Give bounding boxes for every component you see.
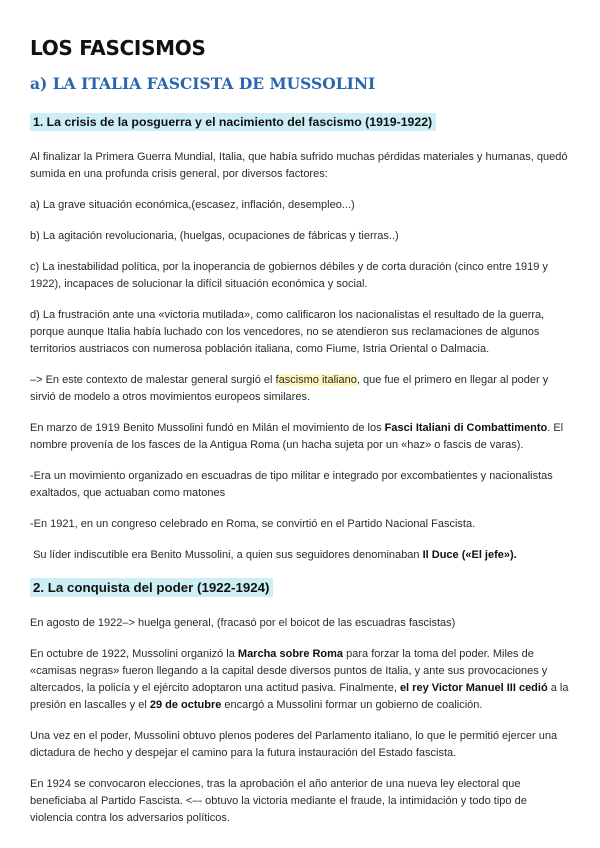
subheading-2-text: 2. La conquista del poder (1922-1924) [30,578,273,597]
paragraph-1921: -En 1921, en un congreso celebrado en Roma, se convirtió en el Partido Nacional Fascista. [30,518,476,530]
octubre-text-4: encargó a Mussolini formar un gobierno de coalición. [221,699,483,711]
paragraph-factor-c: c) La inestabilidad política, por la inoperancia de gobiernos débiles y de corta duración (cinco entre 1919 y 1922), incapaces de solucionar la difícil situación económica y social. [30,261,548,290]
subheading-1 [30,113,570,131]
document-title: LOS FASCISMOS [30,36,206,60]
paragraph-factor-d: d) La frustración ante una «victoria mutilada», como calificaron los nacionalistas el resultado de la guerra, porque aunque Italia había luchado con los vencedores, no se atendieron sus reclamaciones de algunos territorios austriacos con numerosa población italiana, como Fiume, Istria Oriental o Dalmacia. [30,309,545,355]
section-a-heading: a) LA ITALIA FASCISTA DE MUSSOLINI [30,74,376,93]
paragraph-context [30,372,570,406]
octubre-bold-3: 29 de octubre [149,699,222,711]
marzo-bold: Fasci Italiani di Combattimento [384,422,548,434]
context-highlight: fascismo italiano [275,374,357,386]
lider-text: Su líder indiscutible era Benito Mussolini, a quien sus seguidores denominaban [33,549,423,561]
subheading-2 [30,578,570,597]
octubre-text-3: a la presión en lascalles y el [30,682,569,711]
marzo-text-start: En marzo de 1919 Benito Mussolini fundó en Milán el movimiento de los [30,422,385,434]
octubre-bold-2: el rey Victor Manuel III cedió [399,682,548,694]
paragraph-factor-a: a) La grave situación económica,(escasez, inflación, desempleo...) [30,199,355,211]
context-text-start: –> En este contexto de malestar general surgió el [30,374,276,386]
paragraph-intro: Al finalizar la Primera Guerra Mundial, Italia, que había sufrido muchas pérdidas materiales y humanas, quedó sumida en una profunda crisis general, por diversos factores: [30,151,568,180]
paragraph-lider [30,547,570,564]
lider-bold: Il Duce («El jefe»). [422,549,517,561]
marzo-text-end: . El nombre provenía de los fasces de la Antigua Roma (un hacha sujeta por un «haz» o fascis de varas). [30,422,564,451]
paragraph-1924: En 1924 se convocaron elecciones, tras la aprobación el año anterior de una nueva ley electoral que beneficiaba al Partido Fascista. <–- obtuvo la victoria mediante el fraude, la intimidación y todo tipo de violencia contra los adversarios políticos. [30,778,527,824]
paragraph-agosto: En agosto de 1922–> huelga general, (fracasó por el boicot de las escuadras fascistas) [30,617,456,629]
paragraph-era: -Era un movimiento organizado en escuadras de tipo militar e integrado por excombatientes y nacionalistas exaltados, que actuaban como matones [30,470,553,499]
paragraph-octubre [30,646,570,714]
subheading-1-text: 1. La crisis de la posguerra y el nacimiento del fascismo (1919-1922) [30,113,436,131]
paragraph-marzo [30,420,570,454]
octubre-bold-1: Marcha sobre Roma [237,648,344,660]
octubre-text-2: para forzar la toma del poder. Miles de «camisas negras» fueron llegando a la capital desde diversos puntos de Italia, y ante sus provocaciones y altercados, la policía y el ejército adoptaron una actitud pasiva. Finalmente, [30,648,548,694]
octubre-text-1: En octubre de 1922, Mussolini organizó la [30,648,238,660]
paragraph-factor-b: b) La agitación revolucionaria, (huelgas, ocupaciones de fábricas y tierras..) [30,230,399,242]
context-text-end: , que fue el primero en llegar al poder y sirvió de modelo a otros movimientos europeos similares. [30,374,549,403]
paragraph-poder: Una vez en el poder, Mussolini obtuvo plenos poderes del Parlamento italiano, lo que le permitió ejercer una dictadura de hecho y despejar el camino para la futura instauración del Estado fascista. [30,730,558,759]
